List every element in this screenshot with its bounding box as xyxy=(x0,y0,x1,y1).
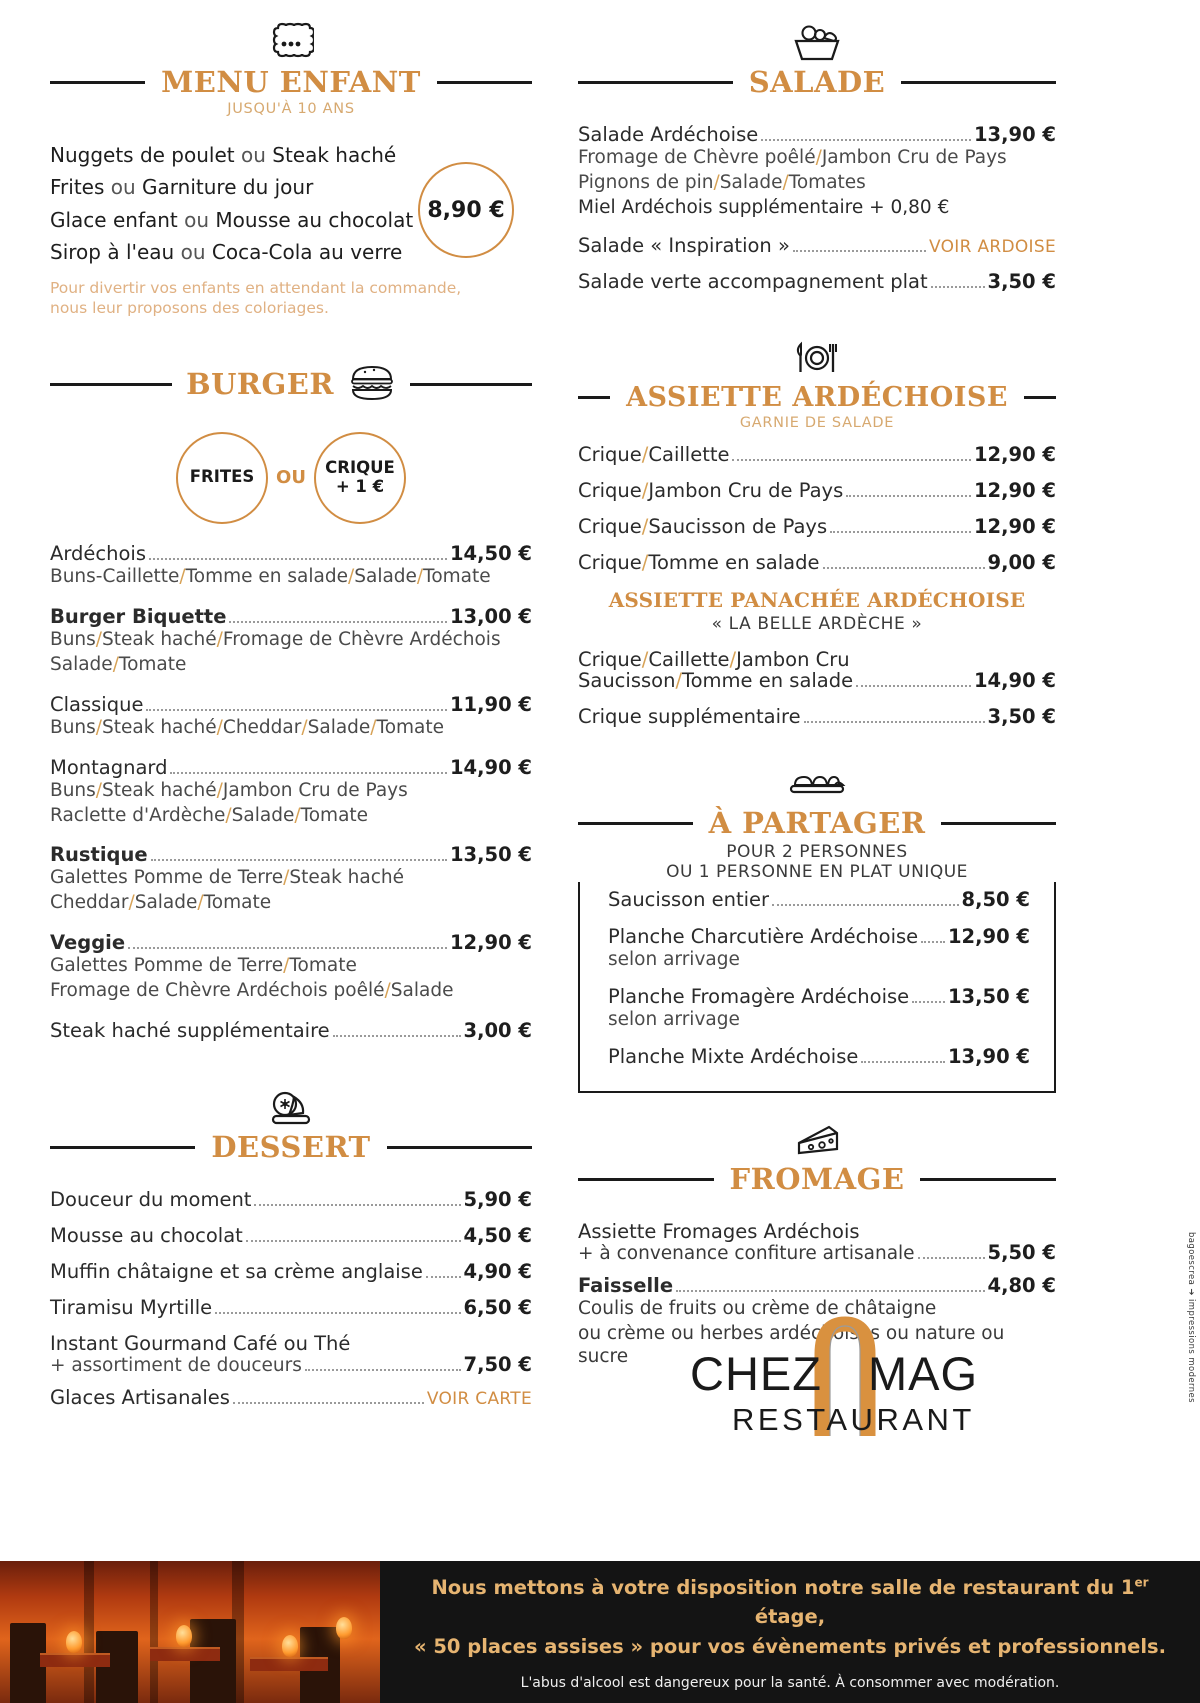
footer-headline: Nous mettons à votre disposition notre salle de restaurant du 1er étage, « 50 places assises » pour vos évènements privés et professionnels. xyxy=(413,1575,1167,1658)
list-item xyxy=(578,648,1056,692)
rule-right xyxy=(941,822,1056,825)
logo-chez-text: CHEZ xyxy=(690,1347,822,1400)
section-header xyxy=(50,1130,532,1165)
section-title: À PARTAGER xyxy=(708,805,926,840)
item-row xyxy=(608,1045,1030,1068)
footer-text-block xyxy=(380,1561,1200,1703)
item-name: Ardéchois xyxy=(50,541,146,565)
item-price: 5,50 € xyxy=(987,1240,1056,1264)
dot-leader xyxy=(128,947,447,949)
list-item xyxy=(50,1296,532,1319)
section-header xyxy=(578,381,1056,413)
section-title: FROMAGE xyxy=(729,1161,905,1196)
dot-leader xyxy=(233,1402,424,1404)
list-item xyxy=(578,1220,1056,1264)
item-name: Salade Ardéchoise xyxy=(578,123,759,146)
restaurant-photo xyxy=(0,1561,380,1703)
item-row xyxy=(50,1224,532,1247)
item-description: + à convenance confiture artisanale xyxy=(578,1242,915,1264)
item-price: 14,90 € xyxy=(973,668,1056,692)
list-item: Sirop à l'eau ou Coca-Cola au verre xyxy=(50,240,403,265)
item-price: 12,90 € xyxy=(973,478,1056,502)
list-item: Nuggets de poulet ou Steak haché xyxy=(50,143,397,167)
item-price: 13,50 € xyxy=(947,984,1030,1008)
footer-legal-notice: L'abus d'alcool est dangereux pour la santé. À consommer avec modération. xyxy=(520,1674,1060,1691)
rule-right xyxy=(387,1146,532,1149)
section-burger xyxy=(50,362,532,1042)
dot-leader xyxy=(804,721,985,723)
dot-leader xyxy=(761,139,971,141)
item-name: Crique/Caillette xyxy=(578,442,730,466)
item-name: Salade verte accompagnement plat xyxy=(578,269,928,293)
item-name: Mousse au chocolat xyxy=(50,1224,243,1248)
rule-right xyxy=(1024,396,1056,399)
item-name: Rustique xyxy=(50,843,148,867)
list-item: Frites ou Garniture du jour xyxy=(50,175,314,200)
section-subtitle: JUSQU'À 10 ANS xyxy=(227,101,355,117)
waffle-icon xyxy=(50,22,532,66)
assiette-items xyxy=(578,443,1056,574)
item-row xyxy=(50,1353,532,1376)
item-price: 3,50 € xyxy=(987,704,1056,728)
dessert-items xyxy=(50,1188,532,1409)
item-description: Galettes Pomme de Terre/Steak haché xyxy=(50,867,405,889)
item-price: 4,80 € xyxy=(987,1273,1056,1297)
list-item xyxy=(50,1224,532,1247)
item-name: Classique xyxy=(50,692,144,716)
dot-leader xyxy=(246,1240,461,1242)
item-row xyxy=(578,648,1056,671)
item-description: Raclette d'Ardèche/Salade/Tomate xyxy=(50,804,369,826)
list-item xyxy=(608,1045,1030,1068)
item-row xyxy=(50,1296,532,1319)
item-description: Fromage de Chèvre Ardéchois poêlé/Salade xyxy=(50,980,454,1002)
item-price: 4,50 € xyxy=(463,1224,532,1248)
item-name: Glaces Artisanales xyxy=(50,1386,230,1410)
section-dessert xyxy=(50,1087,532,1409)
item-row xyxy=(608,925,1030,948)
list-item xyxy=(50,1260,532,1283)
rule-left xyxy=(50,383,172,386)
item-row xyxy=(578,551,1056,574)
item-row xyxy=(50,1188,532,1211)
item-name: Assiette Fromages Ardéchois xyxy=(578,1219,860,1243)
option-crique: CRIQUE + 1 € xyxy=(314,432,406,524)
item-row xyxy=(50,605,532,628)
salade-items xyxy=(578,123,1056,293)
item-name: Steak haché supplémentaire xyxy=(50,1019,330,1043)
option-frites: FRITES xyxy=(176,432,268,524)
item-row xyxy=(50,1386,532,1409)
dot-leader xyxy=(921,941,945,943)
item-price: 5,90 € xyxy=(463,1188,532,1212)
item-price: 14,50 € xyxy=(449,541,532,565)
item-price: 7,50 € xyxy=(463,1353,532,1377)
dot-leader xyxy=(229,621,447,623)
item-row xyxy=(50,756,532,779)
item-row xyxy=(608,888,1030,911)
item-price: 13,50 € xyxy=(449,843,532,867)
charcuterie-board-icon xyxy=(578,769,1056,807)
item-row xyxy=(578,443,1056,466)
rule-left xyxy=(578,81,733,84)
list-item xyxy=(578,515,1056,538)
item-description: selon arrivage xyxy=(608,948,740,970)
dot-leader xyxy=(254,1204,460,1206)
item-price: VOIR ARDOISE xyxy=(929,236,1056,257)
item-description: Buns/Steak haché/Jambon Cru de Pays xyxy=(50,779,408,801)
left-column xyxy=(50,22,532,1410)
item-name: Salade « Inspiration » xyxy=(578,233,790,257)
printer-credit: bagoescrea ➜ impressions modernes xyxy=(1186,1232,1196,1404)
section-a-partager xyxy=(578,769,1056,1093)
item-row xyxy=(578,705,1056,728)
section-subtitle: GARNIE DE SALADE xyxy=(739,414,895,431)
dot-leader xyxy=(931,286,985,288)
section-title: ASSIETTE ARDÉCHOISE xyxy=(626,381,1008,413)
item-price: 12,90 € xyxy=(973,514,1056,538)
item-description: Buns-Caillette/Tomme en salade/Salade/Tomate xyxy=(50,565,491,587)
item-row xyxy=(578,669,1056,692)
section-header xyxy=(50,362,532,408)
item-row xyxy=(50,843,532,866)
item-name: Montagnard xyxy=(50,755,168,779)
list-item xyxy=(578,123,1056,220)
item-price: 8,50 € xyxy=(961,887,1030,911)
item-row xyxy=(578,123,1056,146)
dot-leader xyxy=(215,1312,460,1314)
list-item xyxy=(50,756,532,828)
item-name: Planche Charcutière Ardéchoise xyxy=(608,924,919,948)
section-header xyxy=(50,65,532,99)
section-salade xyxy=(578,22,1056,293)
dot-leader xyxy=(823,567,985,569)
list-item xyxy=(578,705,1056,728)
list-item xyxy=(578,551,1056,574)
restaurant-logo xyxy=(690,1322,980,1440)
dot-leader xyxy=(170,772,447,774)
item-row xyxy=(578,1274,1056,1297)
item-description: Buns/Steak haché/Fromage de Chèvre Ardéchois xyxy=(50,628,501,650)
dot-leader xyxy=(305,1369,461,1371)
dessert-icon xyxy=(50,1087,532,1131)
list-item xyxy=(50,843,532,915)
item-row xyxy=(578,234,1056,257)
burger-icon xyxy=(348,362,396,408)
item-description: Miel Ardéchois supplémentaire + 0,80 € xyxy=(578,196,950,218)
rule-left xyxy=(578,822,693,825)
right-column xyxy=(578,22,1056,1371)
dot-leader xyxy=(146,709,446,711)
item-description: Buns/Steak haché/Cheddar/Salade/Tomate xyxy=(50,716,445,738)
item-description: Fromage de Chèvre poêlé/Jambon Cru de Pays xyxy=(578,147,1007,168)
dot-leader xyxy=(772,904,958,906)
cheese-wedge-icon xyxy=(578,1119,1056,1163)
footer-banner xyxy=(0,1561,1200,1703)
item-description: Cheddar/Salade/Tomate xyxy=(50,892,272,914)
item-price: 12,90 € xyxy=(449,931,532,955)
dot-leader xyxy=(151,859,447,861)
list-item xyxy=(50,1386,532,1409)
item-name: Muffin châtaigne et sa crème anglaise xyxy=(50,1260,423,1284)
item-row xyxy=(50,1332,532,1355)
item-description: Salade/Tomate xyxy=(50,653,187,675)
item-name: Crique/Saucisson de Pays xyxy=(578,514,828,538)
panachee-items xyxy=(578,648,1056,728)
item-price: 13,00 € xyxy=(449,604,532,628)
section-subtitle-2: OU 1 PERSONNE EN PLAT UNIQUE xyxy=(666,861,968,882)
section-title: MENU ENFANT xyxy=(161,65,421,99)
item-price: 12,90 € xyxy=(947,924,1030,948)
item-name: Douceur du moment xyxy=(50,1188,252,1212)
item-row xyxy=(50,542,532,565)
logo-mag-text: MAG xyxy=(868,1347,979,1400)
item-description: selon arrivage xyxy=(608,1008,740,1030)
dot-leader xyxy=(912,1001,945,1003)
list-item: Glace enfant ou Mousse au chocolat xyxy=(50,207,414,232)
dot-leader xyxy=(676,1290,984,1292)
section-subtitle-1: POUR 2 PERSONNES xyxy=(726,841,908,862)
item-name: Veggie xyxy=(50,931,126,955)
option-separator: OU xyxy=(276,467,306,489)
item-name: Crique supplémentaire xyxy=(578,704,801,728)
item-price: 14,90 € xyxy=(449,755,532,779)
item-row xyxy=(50,693,532,716)
item-row xyxy=(578,270,1056,293)
item-row xyxy=(578,1220,1056,1243)
section-title: BURGER xyxy=(186,367,334,402)
section-assiette-ardechoise xyxy=(578,338,1056,728)
burger-side-options xyxy=(50,432,532,524)
dot-leader xyxy=(856,685,971,687)
list-item xyxy=(578,443,1056,466)
item-price: 3,50 € xyxy=(987,269,1056,293)
list-item xyxy=(608,925,1030,972)
logo-restaurant-text: RESTAURANT xyxy=(732,1402,975,1437)
list-item xyxy=(608,985,1030,1032)
item-description: + assortiment de douceurs xyxy=(50,1355,302,1377)
dot-leader xyxy=(861,1061,945,1063)
item-name: Planche Mixte Ardéchoise xyxy=(608,1044,859,1068)
item-price: 12,90 € xyxy=(973,442,1056,466)
rule-right xyxy=(901,81,1056,84)
item-row xyxy=(50,1019,532,1042)
item-description: Coulis de fruits ou crème de châtaigne xyxy=(578,1297,937,1319)
item-description: Pignons de pin/Salade/Tomates xyxy=(578,171,866,193)
item-row xyxy=(578,515,1056,538)
panachee-title: ASSIETTE PANACHÉE ARDÉCHOISE xyxy=(608,587,1026,612)
section-title: SALADE xyxy=(748,65,886,99)
burger-items xyxy=(50,542,532,1042)
section-title: DESSERT xyxy=(211,1130,371,1165)
item-price: 3,00 € xyxy=(463,1019,532,1043)
item-row xyxy=(50,1260,532,1283)
item-row xyxy=(608,985,1030,1008)
list-item xyxy=(578,479,1056,502)
salad-bowl-icon xyxy=(578,22,1056,66)
item-row xyxy=(50,931,532,954)
dot-leader xyxy=(918,1257,985,1259)
panachee-subtitle: « LA BELLE ARDÈCHE » xyxy=(711,613,923,634)
item-name: Crique/Caillette/Jambon Cru xyxy=(578,647,850,671)
rule-left xyxy=(578,1178,714,1181)
rule-left xyxy=(578,396,610,399)
rule-left xyxy=(50,1146,195,1149)
list-item xyxy=(608,888,1030,911)
item-name: Saucisson/Tomme en salade xyxy=(578,668,854,692)
partager-items xyxy=(608,888,1030,1068)
item-name: Crique/Jambon Cru de Pays xyxy=(578,478,844,502)
item-name: Faisselle xyxy=(578,1273,674,1297)
item-name: Crique/Tomme en salade xyxy=(578,550,820,574)
dot-leader xyxy=(426,1276,461,1278)
rule-right xyxy=(410,383,532,386)
item-name: Planche Fromagère Ardéchoise xyxy=(608,984,910,1008)
item-price: 9,00 € xyxy=(987,550,1056,574)
item-description: ou crème ou herbes ardéchoises ou nature ou sucre xyxy=(578,1322,1005,1367)
menu-enfant-note: Pour divertir vos enfants en attendant la commande, nous leur proposons des coloriages. xyxy=(50,278,462,317)
rule-right xyxy=(920,1178,1056,1181)
item-name: Tiramisu Myrtille xyxy=(50,1296,213,1320)
list-item xyxy=(50,693,532,740)
item-price: 6,50 € xyxy=(463,1296,532,1320)
item-name: Instant Gourmand Café ou Thé xyxy=(50,1332,351,1356)
a-partager-box xyxy=(578,860,1056,1093)
rule-left xyxy=(50,81,145,84)
dot-leader xyxy=(732,459,970,461)
item-price: 13,90 € xyxy=(973,123,1056,146)
rule-right xyxy=(437,81,532,84)
item-price: 13,90 € xyxy=(947,1044,1030,1068)
dot-leader xyxy=(830,531,971,533)
item-name: Saucisson entier xyxy=(608,887,770,911)
item-row xyxy=(578,1241,1056,1264)
item-name: Burger Biquette xyxy=(50,604,227,628)
item-price: 4,90 € xyxy=(463,1260,532,1284)
dot-leader xyxy=(846,495,971,497)
list-item xyxy=(50,1019,532,1042)
list-item xyxy=(50,1332,532,1376)
dot-leader xyxy=(149,558,447,560)
assiette-panachee-header xyxy=(578,588,1056,634)
list-item xyxy=(578,270,1056,293)
list-item xyxy=(50,931,532,1003)
dot-leader xyxy=(793,250,926,252)
list-item xyxy=(50,605,532,677)
dot-leader xyxy=(333,1035,461,1037)
menu-enfant-price-badge: 8,90 € xyxy=(418,162,514,258)
list-item xyxy=(578,234,1056,257)
list-item xyxy=(50,1188,532,1211)
item-row xyxy=(578,479,1056,502)
item-price: 11,90 € xyxy=(449,692,532,716)
item-price: VOIR CARTE xyxy=(426,1389,532,1410)
section-menu-enfant xyxy=(50,22,532,318)
plate-cutlery-icon xyxy=(578,338,1056,382)
section-header xyxy=(578,65,1056,99)
section-header xyxy=(578,1161,1056,1196)
section-header xyxy=(578,805,1056,840)
item-description: Galettes Pomme de Terre/Tomate xyxy=(50,955,357,977)
list-item xyxy=(50,542,532,589)
